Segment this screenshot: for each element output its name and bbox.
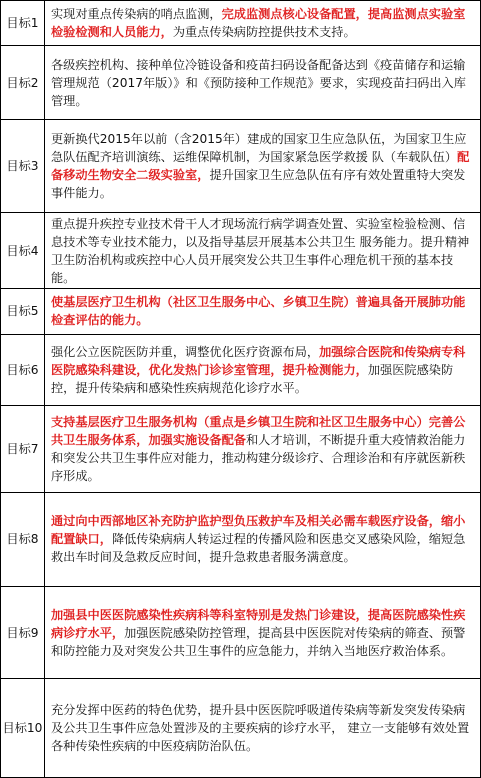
goal-text: 更新换代2015年以前（含2015年）建成的国家卫生应急队伍，为国家卫生应急队伍配齐培训演练、运维保障机制，为国家紧急医学救援 队（车载队伍）: [51, 132, 467, 165]
goal-text: 降低传染病病人转运过程的传播风险和医患交叉感染风险，缩短急救出车时间及急救反应时间，提升急救患者服务满意度。: [51, 532, 466, 565]
goal-text-emphasis: 加强综合医院和传染病专科医院感染科建设，优化发热门诊诊室管理，提升检测能力，: [51, 344, 466, 377]
goal-row: [1, 213, 481, 288]
goal-text: 充分发挥中医药的特色优势，提升县中医医院呼吸道传染病等新发突发传染病及公共卫生事件应急处置涉及的主要疾病的诊疗水平， 建立一支能够有效处置各种传染性疾病的中医疫病防治队伍。: [51, 703, 470, 754]
goal-row: [1, 1, 481, 46]
goal-description: [45, 493, 481, 587]
goal-text: 各级疾控机构、接种单位冷链设备和疫苗扫码设备配备达到《疫苗储存和运输管理规范（2017年版）》和《预防接种工作规范》要求，实现疫苗扫码出入库管理。: [51, 57, 466, 108]
goal-label: 目标10: [1, 679, 45, 778]
goal-row: [1, 46, 481, 119]
goal-row: [1, 679, 481, 778]
goal-text-emphasis: 通过向中西部地区补充防护监护型负压救护车及相关必需车载医疗设备，缩小配置缺口，: [51, 514, 466, 547]
goal-text: 为重点传染病防控提供技术支持。: [172, 25, 356, 40]
goal-description: [45, 213, 481, 288]
goal-text-emphasis: 完成监测点核心设备配置，提高监测点实验室检验检测和人员能力，: [51, 7, 466, 40]
goal-text: 重点提升疾控专业技术骨干人才现场流行病学调查处置、实验室检验检测、信息技术等专业技术能力，以及指导基层开展基本公共卫生 服务能力。提升精神卫生防治机构或疾控中心人员开展突发公共卫生事件心理危机干预的基本技能。: [51, 216, 470, 285]
goal-text: 强化公立医院医防并重，调整优化医疗资源布局，: [51, 344, 320, 359]
goal-label: 目标9: [1, 586, 45, 679]
goal-label: 目标4: [1, 213, 45, 288]
goal-text-emphasis: 使基层医疗卫生机构（社区卫生服务中心、乡镇卫生院）普遍具备开展肺功能检查评估的能力。: [51, 295, 466, 328]
goal-label: 目标2: [1, 46, 45, 119]
goal-label: 目标7: [1, 405, 45, 493]
goal-text: 提升国家卫生应急队伍有序有效处置重特大突发事件能力。: [51, 168, 466, 201]
goal-label: 目标5: [1, 288, 45, 334]
goal-description: [45, 119, 481, 213]
goal-description: [45, 586, 481, 679]
goal-description: [45, 1, 481, 46]
goal-text: 加强医院感染防控，提升传染病和感染性疾病规范化诊疗水平。: [51, 362, 454, 395]
goal-label: 目标1: [1, 1, 45, 46]
goal-text-emphasis: 支持基层医疗卫生服务机构（重点是乡镇卫生院和社区卫生服务中心）完善公共卫生服务体系，加强实施设备配备: [51, 414, 466, 447]
goal-label: 目标3: [1, 119, 45, 213]
goal-description: [45, 288, 481, 334]
goal-text: 和人才培训，不断提升重大疫情救治能力和突发公共卫生事件应对能力，推动构建分级诊疗、合理诊治和有序就医新秩序形成。: [51, 432, 466, 483]
goal-row: [1, 335, 481, 405]
goal-row: [1, 288, 481, 334]
goal-description: [45, 679, 481, 778]
goal-row: [1, 493, 481, 587]
goal-description: [45, 46, 481, 119]
goal-description: [45, 405, 481, 493]
goal-row: [1, 119, 481, 213]
goals-table-body: [1, 1, 481, 778]
goal-text: 加强医院感染防控管理，提高县中医医院对传染病的筛查、预警和防控能力及对突发公共卫生事件的应急能力，并纳入当地医疗救治体系。: [51, 625, 466, 658]
goal-row: [1, 405, 481, 493]
goal-description: [45, 335, 481, 405]
goal-label: 目标8: [1, 493, 45, 587]
goal-row: [1, 586, 481, 679]
goal-label: 目标6: [1, 335, 45, 405]
goal-text: 实现对重点传染病的哨点监测，: [51, 7, 222, 22]
goal-text-emphasis: 加强县中医医院感染性疾病科等科室特别是发热门诊建设，提高医院感染性疾病诊疗水平，: [51, 607, 466, 640]
goal-text-emphasis: 配备移动生物安全二级实验室，: [51, 150, 470, 183]
